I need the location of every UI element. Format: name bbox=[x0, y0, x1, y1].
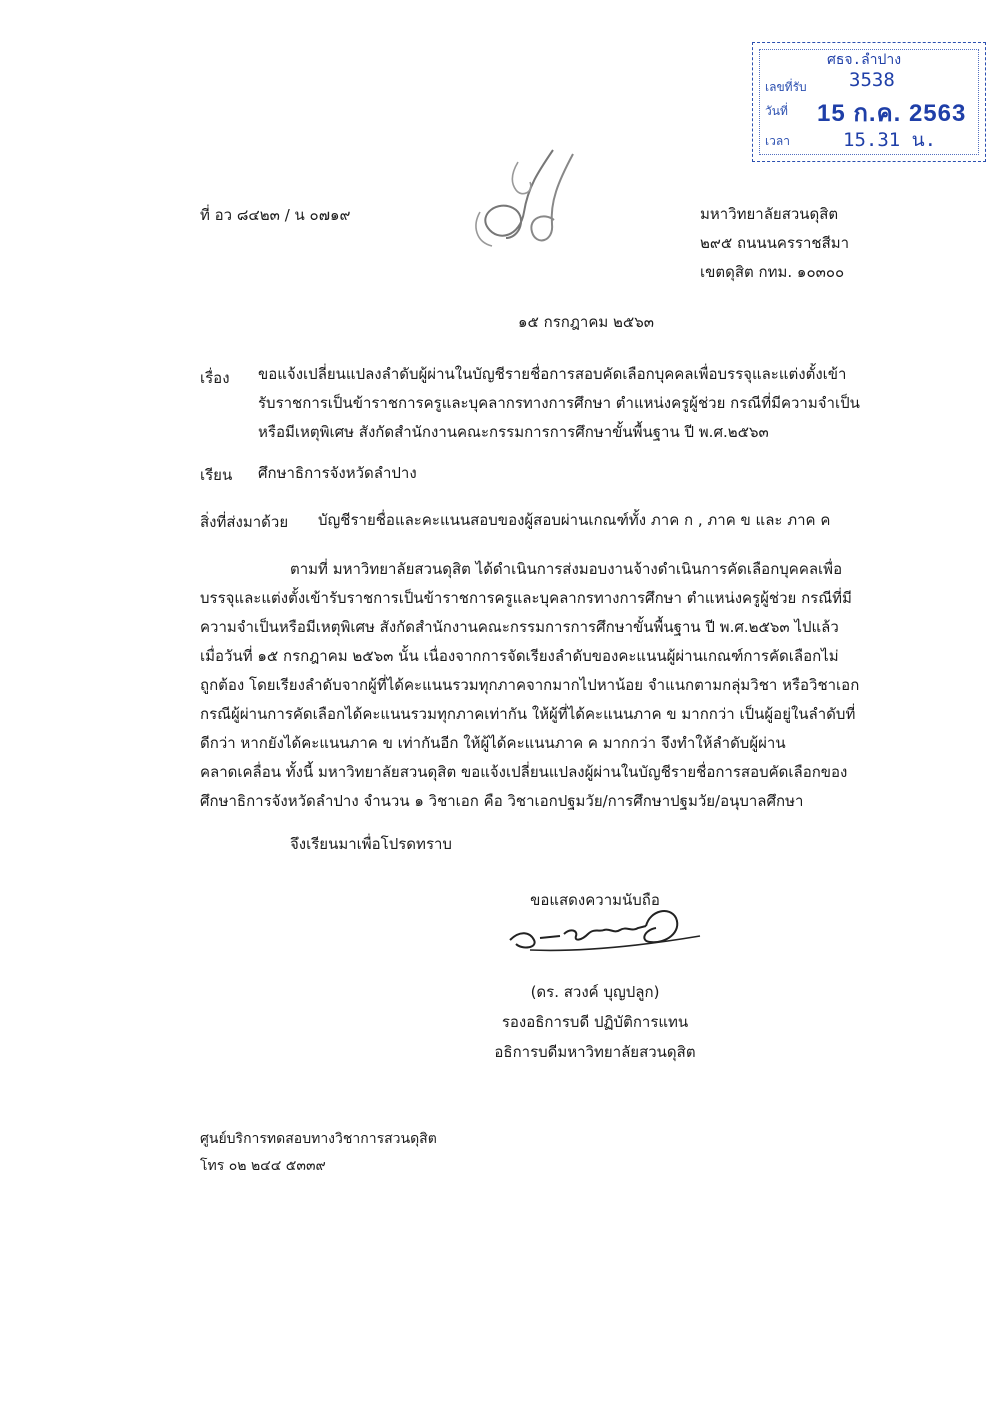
subject-text bbox=[258, 360, 860, 447]
subject-line: ขอแจ้งเปลี่ยนแปลงลำดับผู้ผ่านในบัญชีรายชื่อการสอบคัดเลือกบุคคลเพื่อบรรจุและแต่งตั้งเข้า bbox=[258, 365, 847, 383]
emblem-icon bbox=[458, 142, 578, 252]
handwritten-signature-icon bbox=[500, 900, 710, 970]
stamp-receive-label: เลขที่รับ bbox=[765, 80, 807, 94]
stamp-receive-number: 3538 bbox=[849, 69, 895, 91]
subject-label: เรื่อง bbox=[200, 369, 230, 387]
receipt-stamp bbox=[752, 42, 986, 162]
footer-contact bbox=[200, 1126, 437, 1180]
body-line: กรณีผู้ผ่านการคัดเลือกได้คะแนนรวมทุกภาคเท่ากัน ให้ผู้ที่ได้คะแนนภาค ข มากกว่า เป็นผู้อยู่ในลำดับที่ bbox=[200, 705, 856, 723]
footer-office: ศูนย์บริการทดสอบทางวิชาการสวนดุสิต bbox=[200, 1131, 437, 1147]
address-line: เขตดุสิต กทม. ๑๐๓๐๐ bbox=[700, 263, 845, 281]
body-line: ถูกต้อง โดยเรียงลำดับจากผู้ที่ได้คะแนนรวมทุกภาคจากมากไปหาน้อย จำแนกตามกลุ่มวิชา หรือวิชาเอก bbox=[200, 676, 860, 694]
body-line: ศึกษาธิการจังหวัดลำปาง จำนวน ๑ วิชาเอก คือ วิชาเอกปฐมวัย/การศึกษาปฐมวัย/อนุบาลศึกษา bbox=[200, 792, 804, 810]
stamp-time-label: เวลา bbox=[765, 134, 790, 148]
recipient-label: เรียน bbox=[200, 466, 233, 484]
stamp-time-value: 15.31 น. bbox=[843, 129, 937, 151]
stamp-org: ศธจ.ลำปาง bbox=[827, 52, 902, 68]
body-line: บรรจุและแต่งตั้งเข้ารับราชการเป็นข้าราชการครูและบุคลากรทางการศึกษา ตำแหน่งครูผู้ช่วย กรณีที่มี bbox=[200, 589, 852, 607]
stamp-date-value: 15 ก.ค. 2563 bbox=[817, 100, 967, 127]
subject-line: รับราชการเป็นข้าราชการครูและบุคลากรทางการศึกษา ตำแหน่งครูผู้ช่วย กรณีที่มีความจำเป็น bbox=[258, 394, 860, 412]
recipient-value: ศึกษาธิการจังหวัดลำปาง bbox=[258, 464, 417, 482]
subject-line: หรือมีเหตุพิเศษ สังกัดสำนักงานคณะกรรมการการศึกษาขั้นพื้นฐาน ปี พ.ศ.๒๕๖๓ bbox=[258, 423, 769, 441]
enclosure-value: บัญชีรายชื่อและคะแนนสอบของผู้สอบผ่านเกณฑ์ทั้ง ภาค ก , ภาค ข และ ภาค ค bbox=[318, 511, 831, 529]
body-line: ความจำเป็นหรือมีเหตุพิเศษ สังกัดสำนักงานคณะกรรมการการศึกษาขั้นพื้นฐาน ปี พ.ศ.๒๕๖๓ ไปแล้ว bbox=[200, 618, 839, 636]
closing-line: จึงเรียนมาเพื่อโปรดทราบ bbox=[290, 835, 452, 853]
stamp-date-label: วันที่ bbox=[765, 104, 788, 118]
body-line: ตามที่ มหาวิทยาลัยสวนดุสิต ได้ดำเนินการส่งมอบงานจ้างดำเนินการคัดเลือกบุคคลเพื่อ bbox=[290, 560, 843, 578]
address-line: มหาวิทยาลัยสวนดุสิต bbox=[700, 205, 839, 223]
body-line: คลาดเคลื่อน ทั้งนี้ มหาวิทยาลัยสวนดุสิต ขอแจ้งเปลี่ยนแปลงผู้ผ่านในบัญชีรายชื่อการสอบคัดเลือกของ bbox=[200, 763, 848, 781]
reference-number: ที่ อว ๘๔๒๓ / น ๐๗๑๙ bbox=[200, 206, 351, 224]
signer-name: (ดร. สวงค์ บุญปลูก) bbox=[530, 983, 660, 1001]
salutation: ขอแสดงความนับถือ bbox=[530, 891, 660, 909]
address-line: ๒๙๕ ถนนนครราชสีมา bbox=[700, 234, 850, 252]
footer-phone: โทร ๐๒ ๒๔๔ ๕๓๓๙ bbox=[200, 1158, 326, 1174]
body-line: เมื่อวันที่ ๑๕ กรกฎาคม ๒๕๖๓ นั้น เนื่องจากการจัดเรียงลำดับของคะแนนผู้ผ่านเกณฑ์การคัดเลือกไม่ bbox=[200, 647, 839, 665]
letter-date: ๑๕ กรกฎาคม ๒๕๖๓ bbox=[518, 313, 655, 331]
enclosure-label: สิ่งที่ส่งมาด้วย bbox=[200, 513, 289, 531]
signer-title-2: อธิการบดีมหาวิทยาลัยสวนดุสิต bbox=[494, 1043, 696, 1061]
body-paragraph bbox=[200, 555, 860, 816]
sender-address bbox=[700, 200, 849, 287]
signer-title: รองอธิการบดี ปฏิบัติการแทน bbox=[501, 1013, 689, 1031]
body-line: ดีกว่า หากยังได้คะแนนภาค ข เท่ากันอีก ให้ผู้ได้คะแนนภาค ค มากกว่า จึงทำให้ลำดับผู้ผ่าน bbox=[200, 734, 786, 752]
